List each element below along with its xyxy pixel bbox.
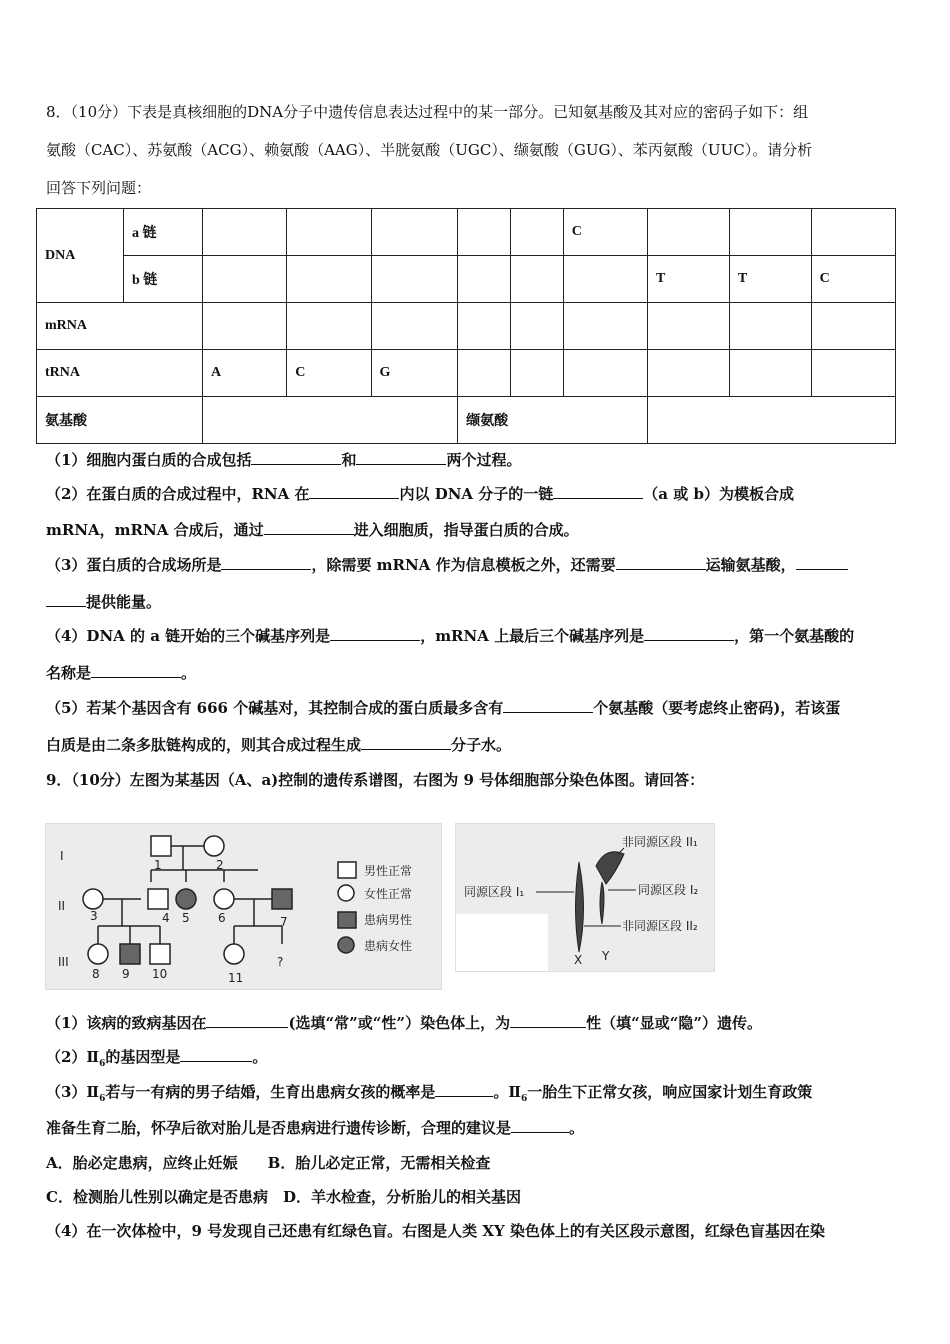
- q9-part2: [46, 1047, 267, 1074]
- a-cell: [371, 209, 458, 256]
- y-label: Y: [602, 949, 610, 963]
- mrna-cell: [811, 303, 895, 350]
- a-cell: [729, 209, 811, 256]
- q9-part3: [46, 1082, 812, 1109]
- b-chain-label: b 链: [124, 256, 203, 303]
- trna-cell: [458, 350, 511, 397]
- text: 。: [181, 664, 197, 682]
- text: 。: [569, 1119, 585, 1137]
- text: （2）Ⅱ: [46, 1048, 100, 1066]
- answer-blank[interactable]: [361, 735, 451, 750]
- trna-cell: C: [287, 350, 371, 397]
- text: 性（填“显或“隐”）遗传。: [586, 1014, 762, 1032]
- pedigree-num: 11: [228, 971, 244, 985]
- answer-blank[interactable]: [503, 698, 593, 713]
- legend-label: 女性正常: [364, 887, 413, 901]
- q8-line3: 回答下列问题：: [46, 179, 152, 197]
- answer-blank[interactable]: [330, 626, 420, 641]
- b-cell: [563, 256, 647, 303]
- text: ，mRNA 上最后三个碱基序列是: [420, 627, 645, 645]
- q9-part4: （4）在一次体检中，9 号发现自己还患有红绿色盲。右图是人类 XY 染色体上的有关区段示意图，红绿色盲基因在染: [46, 1222, 825, 1240]
- text: 内以 DNA 分子的一链: [399, 485, 554, 503]
- text: 若与一有病的男子结婚，生育出患病女孩的概率是: [105, 1083, 436, 1101]
- answer-blank[interactable]: [796, 555, 848, 570]
- pedigree-female-normal: [88, 944, 108, 964]
- a-cell: [287, 209, 371, 256]
- mrna-cell: [371, 303, 458, 350]
- text: （5）若某个基因含有 666 个碱基对，其控制合成的蛋白质最多含有: [46, 699, 504, 717]
- trna-cell: [510, 350, 563, 397]
- subscript: 6: [99, 1059, 106, 1069]
- mrna-cell: [287, 303, 371, 350]
- mrna-cell: [458, 303, 511, 350]
- trna-cell: [563, 350, 647, 397]
- q8-part3: [46, 555, 848, 575]
- text: （2）在蛋白质的合成过程中，RNA 在: [46, 485, 310, 503]
- chromosome-figure: [455, 823, 715, 972]
- pedigree-num: 3: [90, 909, 98, 923]
- amino-cell: [203, 397, 458, 444]
- text: （1）细胞内蛋白质的合成包括: [46, 451, 252, 469]
- answer-blank[interactable]: [251, 450, 341, 465]
- answer-blank[interactable]: [206, 1013, 288, 1028]
- pedigree-num: 7: [280, 915, 288, 929]
- q8-part1: [46, 450, 521, 470]
- trna-cell: [729, 350, 811, 397]
- amino-label: 氨基酸: [37, 397, 203, 444]
- trna-cell: [647, 350, 729, 397]
- subscript: 6: [521, 1094, 528, 1104]
- pedigree-female-normal: [224, 944, 244, 964]
- pedigree-male-normal: [151, 836, 171, 856]
- answer-blank[interactable]: [180, 1047, 252, 1062]
- text: 两个过程。: [446, 451, 522, 469]
- amino-cell: [647, 397, 895, 444]
- b-cell: [371, 256, 458, 303]
- answer-blank[interactable]: [644, 626, 734, 641]
- gen-label: II: [58, 899, 66, 913]
- a-chain-label: a 链: [124, 209, 203, 256]
- trna-label: tRNA: [37, 350, 203, 397]
- pedigree-female-normal: [204, 836, 224, 856]
- region-label: 非同源区段 II₂: [622, 919, 698, 933]
- mrna-cell: [563, 303, 647, 350]
- answer-blank[interactable]: [264, 520, 354, 535]
- answer-blank[interactable]: [616, 555, 706, 570]
- text: 分子水。: [451, 736, 512, 754]
- mrna-cell: [729, 303, 811, 350]
- text: (选填“常”或“性”）染色体上，为: [288, 1014, 511, 1032]
- region-label: 同源区段 I₂: [638, 883, 699, 897]
- region-label: 非同源区段 II₁: [622, 835, 698, 849]
- text: （1）该病的致病基因在: [46, 1014, 207, 1032]
- a-cell: [458, 209, 511, 256]
- q8-part5-cont: [46, 735, 511, 755]
- b-cell: [458, 256, 511, 303]
- region-label: 同源区段 I₁: [464, 885, 525, 899]
- q8-line1: 8．（10分）下表是真核细胞的DNA分子中遗传信息表达过程中的某一部分。已知氨基酸及其对应的密码子如下：组: [46, 103, 809, 121]
- text: 提供能量。: [86, 593, 162, 611]
- pedigree-male-affected: [272, 889, 292, 909]
- answer-blank[interactable]: [91, 663, 181, 678]
- text: 进入细胞质，指导蛋白质的合成。: [353, 521, 579, 539]
- trna-cell: [811, 350, 895, 397]
- amino-cell: 缬氨酸: [458, 397, 648, 444]
- q9-options-cd: C．检测胎儿性别以确定是否患病 D．羊水检查，分析胎儿的相关基因: [46, 1188, 521, 1206]
- q8-part2: [46, 484, 794, 504]
- x-label: X: [574, 953, 583, 967]
- q8-part4: [46, 626, 854, 646]
- dna-table: [36, 208, 896, 444]
- text: 个氨基酸（要考虑终止密码)，若该蛋: [593, 699, 841, 717]
- text: （3）Ⅱ: [46, 1083, 100, 1101]
- q9-part1: [46, 1013, 762, 1033]
- a-cell: [203, 209, 287, 256]
- q8-part5: [46, 698, 840, 718]
- text: 白质是由二条多肽链构成的，则其合成过程生成: [46, 736, 362, 754]
- pedigree-male-normal: [148, 889, 168, 909]
- pedigree-num: 10: [152, 967, 168, 981]
- pedigree-num: 4: [162, 911, 170, 925]
- q9-part3-cont: [46, 1118, 584, 1138]
- text: 一胎生下正常女孩，响应国家计划生育政策: [527, 1083, 813, 1101]
- mrna-cell: [510, 303, 563, 350]
- text: （a 或 b）为模板合成: [643, 485, 794, 503]
- answer-blank[interactable]: [511, 1118, 569, 1133]
- b-cell: T: [647, 256, 729, 303]
- gen-label: I: [60, 849, 64, 863]
- x-chromosome: [576, 862, 584, 952]
- b-cell: T: [729, 256, 811, 303]
- text: 名称是: [46, 664, 92, 682]
- answer-blank[interactable]: [356, 450, 446, 465]
- mrna-cell: [647, 303, 729, 350]
- pedigree-num: 9: [122, 967, 130, 981]
- subscript: 6: [99, 1094, 106, 1104]
- b-cell: [203, 256, 287, 303]
- legend-label: 患病女性: [364, 939, 413, 953]
- pedigree-unknown: ?: [277, 955, 284, 969]
- b-cell: C: [811, 256, 895, 303]
- y-chromosome-lower: [600, 882, 604, 924]
- pedigree-female-normal: [214, 889, 234, 909]
- a-cell: [510, 209, 563, 256]
- text: mRNA，mRNA 合成后，通过: [46, 521, 264, 539]
- answer-blank[interactable]: [435, 1082, 493, 1097]
- answer-blank[interactable]: [309, 484, 399, 499]
- pedigree-num: 1: [154, 858, 162, 872]
- pedigree-male-affected: [120, 944, 140, 964]
- q9-options-ab: A．胎必定患病，应终止妊娠 B．胎儿必定正常，无需相关检查: [46, 1154, 491, 1172]
- q8-part2-cont: [46, 520, 579, 540]
- legend-label: 患病男性: [364, 913, 413, 927]
- q8-part3-cont: [46, 592, 161, 612]
- a-cell: [647, 209, 729, 256]
- text: ，除需要 mRNA 作为信息模板之外，还需要: [311, 556, 616, 574]
- b-cell: [287, 256, 371, 303]
- gen-label: III: [58, 955, 69, 969]
- mrna-cell: [203, 303, 287, 350]
- pedigree-figure: [45, 823, 442, 990]
- y-chromosome-upper: [596, 852, 624, 884]
- pedigree-num: 2: [216, 858, 224, 872]
- answer-blank[interactable]: [221, 555, 311, 570]
- a-cell: C: [563, 209, 647, 256]
- text: （3）蛋白质的合成场所是: [46, 556, 222, 574]
- b-cell: [510, 256, 563, 303]
- pedigree-num: 8: [92, 967, 100, 981]
- text: （4）DNA 的 a 链开始的三个碱基序列是: [46, 627, 331, 645]
- dna-label: DNA: [37, 209, 124, 303]
- answer-blank[interactable]: [510, 1013, 586, 1028]
- pedigree-male-normal: [150, 944, 170, 964]
- text: ，第一个氨基酸的: [734, 627, 855, 645]
- legend-female-affected-icon: [338, 937, 354, 953]
- q8-part4-cont: [46, 663, 196, 683]
- legend-male-affected-icon: [338, 912, 356, 928]
- pedigree-female-affected: [176, 889, 196, 909]
- answer-blank[interactable]: [553, 484, 643, 499]
- legend-label: 男性正常: [364, 864, 413, 878]
- a-cell: [811, 209, 895, 256]
- text: 运输氨基酸，: [705, 556, 796, 574]
- text: 。: [252, 1048, 268, 1066]
- trna-cell: A: [203, 350, 287, 397]
- q8-line2: 氨酸（CAC）、苏氨酸（ACG）、赖氨酸（AAG）、半胱氨酸（UGC）、缬氨酸（GUG）、苯丙氨酸（UUC）。请分析: [46, 141, 813, 159]
- pedigree-num: 5: [182, 911, 190, 925]
- legend-female-normal-icon: [338, 885, 354, 901]
- trna-cell: G: [371, 350, 458, 397]
- text: 准备生育二胎，怀孕后欲对胎儿是否患病进行遗传诊断，合理的建议是: [46, 1119, 512, 1137]
- q9-intro: 9．（10分）左图为某基因（A、a)控制的遗传系谱图，右图为 9 号体细胞部分染色体图。请回答：: [46, 771, 705, 789]
- pedigree-num: 6: [218, 911, 226, 925]
- text: 。Ⅱ: [493, 1083, 522, 1101]
- text: 和: [341, 451, 357, 469]
- answer-blank[interactable]: [46, 592, 86, 607]
- legend-male-normal-icon: [338, 862, 356, 878]
- pedigree-female-normal: [83, 889, 103, 909]
- text: 的基因型是: [105, 1048, 181, 1066]
- mrna-label: mRNA: [37, 303, 203, 350]
